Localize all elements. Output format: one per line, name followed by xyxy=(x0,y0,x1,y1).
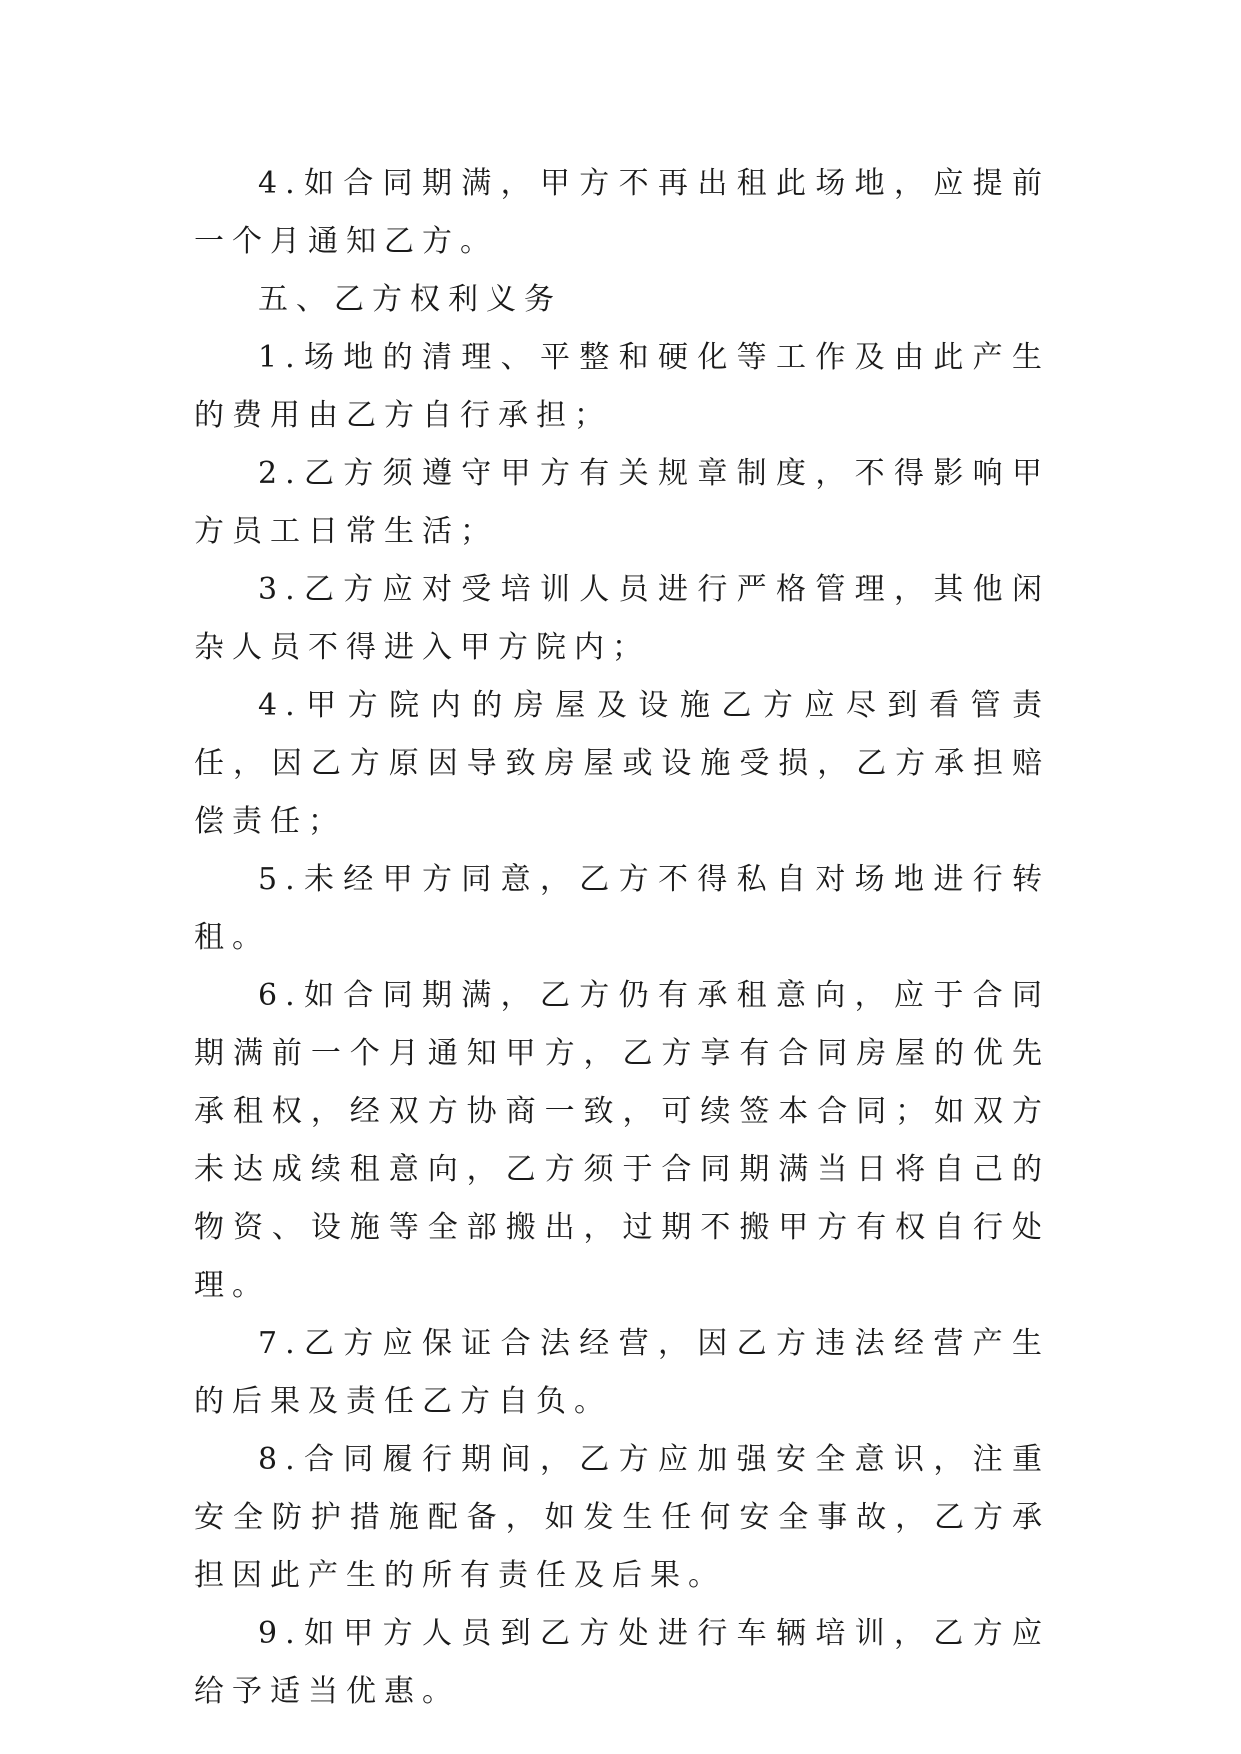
paragraph-item-9: 9.如甲方人员到乙方处进行车辆培训，乙方应给予适当优惠。 xyxy=(194,1616,1050,1709)
paragraph-item-6: 6.如合同期满，乙方仍有承租意向，应于合同期满前一个月通知甲方，乙方享有合同房屋的优先承租权，经双方协商一致，可续签本合同；如双方未达成续租意向，乙方须于合同期满当日将自己的物资、设施等全部搬出，过期不搬甲方有权自行处理。 xyxy=(194,978,1050,1303)
section-heading-5: 五、乙方权利义务 xyxy=(258,282,562,317)
paragraph-item-4-notice: 4.如合同期满，甲方不再出租此场地，应提前一个月通知乙方。 xyxy=(194,166,1050,259)
paragraph-item-4: 4.甲方院内的房屋及设施乙方应尽到看管责任，因乙方原因导致房屋或设施受损，乙方承担赔偿责任； xyxy=(194,688,1050,839)
paragraph-item-1: 1.场地的清理、平整和硬化等工作及由此产生的费用由乙方自行承担； xyxy=(194,340,1050,433)
document-body xyxy=(194,155,1050,1721)
paragraph-item-8: 8.合同履行期间，乙方应加强安全意识，注重安全防护措施配备，如发生任何安全事故，乙方承担因此产生的所有责任及后果。 xyxy=(194,1442,1050,1593)
paragraph-item-7: 7.乙方应保证合法经营，因乙方违法经营产生的后果及责任乙方自负。 xyxy=(194,1326,1050,1419)
paragraph-item-2: 2.乙方须遵守甲方有关规章制度，不得影响甲方员工日常生活； xyxy=(194,456,1050,549)
paragraph-item-3: 3.乙方应对受培训人员进行严格管理，其他闲杂人员不得进入甲方院内； xyxy=(194,572,1050,665)
paragraph-item-5: 5.未经甲方同意，乙方不得私自对场地进行转租。 xyxy=(194,862,1050,955)
